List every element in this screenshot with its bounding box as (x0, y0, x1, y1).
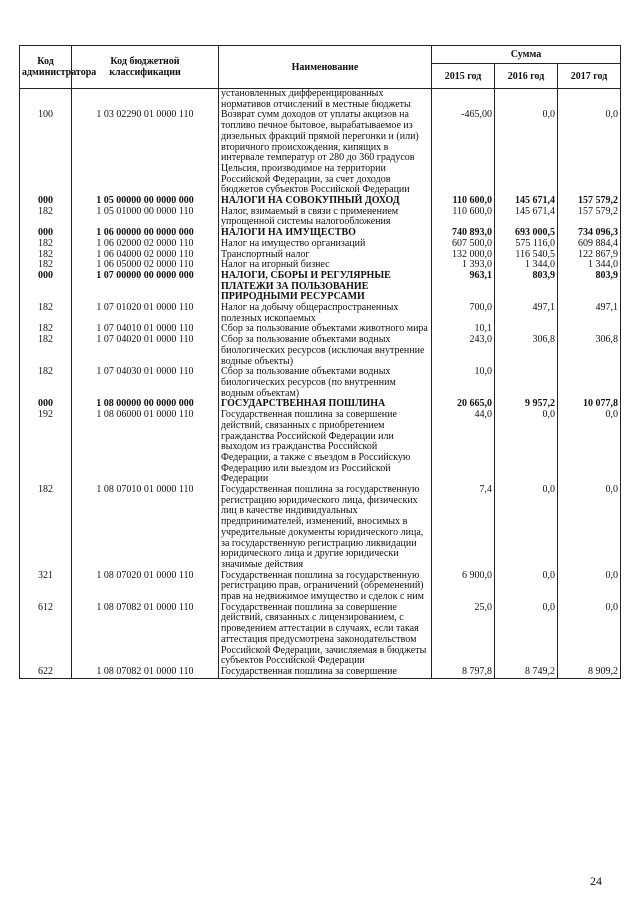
value-2015-cell: 8 797,8 (432, 667, 495, 678)
value-2016-cell: 575 116,0 (495, 239, 558, 250)
value-2015-cell: 110 600,0 (432, 196, 495, 207)
value-2015-cell: 607 500,0 (432, 239, 495, 250)
value-2015-cell: 963,1 (432, 271, 495, 303)
value-2015-cell: 44,0 (432, 410, 495, 485)
name-cell: Государственная пошлина за совершение действий, связанных с лицензированием, с проведением аттестации в случаях, если такая аттестация предусмотрена законодательством Российской Федерации, зачисляемая в бюджеты субъектов Российской Федерации (219, 603, 432, 667)
value-2017-cell: 306,8 (558, 335, 621, 367)
name-cell: Налог на имущество организаций (219, 239, 432, 250)
table-row (20, 335, 621, 367)
value-2017-cell: 8 909,2 (558, 667, 621, 678)
name-cell: Государственная пошлина за государственную регистрацию юридического лица, физических лиц в качестве индивидуальных предпринимателей, изменений, вносимых в учредительные документы юридического лица, за государственную регистрацию ликвидации юридического лица и другие юридически значимые действия (219, 485, 432, 571)
table-row (20, 603, 621, 667)
admin-code-cell: 000 (20, 271, 72, 303)
admin-code-cell: 000 (20, 196, 72, 207)
header-year-2015: 2015 год (432, 64, 495, 89)
value-2015-cell: 7,4 (432, 485, 495, 571)
value-2016-cell: 1 344,0 (495, 260, 558, 271)
admin-code-cell: 182 (20, 335, 72, 367)
table-row (20, 239, 621, 250)
budget-code-cell: 1 07 04010 01 0000 110 (72, 324, 219, 335)
name-cell: НАЛОГИ НА СОВОКУПНЫЙ ДОХОД (219, 196, 432, 207)
table-row (20, 367, 621, 399)
budget-code-cell: 1 06 04000 02 0000 110 (72, 250, 219, 261)
admin-code-cell: 612 (20, 603, 72, 667)
value-2016-cell: 693 000,5 (495, 228, 558, 239)
name-cell: Налог на игорный бизнес (219, 260, 432, 271)
value-2017-cell: 734 096,3 (558, 228, 621, 239)
admin-code-cell: 182 (20, 239, 72, 250)
value-2017-cell (558, 367, 621, 399)
admin-code-cell: 182 (20, 324, 72, 335)
name-cell: Сбор за пользование объектами водных биологических ресурсов (по внутренним водным объектам) (219, 367, 432, 399)
value-2017-cell: 0,0 (558, 571, 621, 603)
value-2015-cell: 110 600,0 (432, 207, 495, 228)
table-row (20, 271, 621, 303)
admin-code-cell: 182 (20, 207, 72, 228)
budget-table (19, 45, 621, 679)
value-2015-cell (432, 89, 495, 111)
name-cell: Налог на добычу общераспространенных полезных ископаемых (219, 303, 432, 324)
value-2015-cell: 740 893,0 (432, 228, 495, 239)
name-cell: НАЛОГИ, СБОРЫ И РЕГУЛЯРНЫЕ ПЛАТЕЖИ ЗА ПОЛЬЗОВАНИЕ ПРИРОДНЫМИ РЕСУРСАМИ (219, 271, 432, 303)
table-row (20, 89, 621, 111)
value-2015-cell: 1 393,0 (432, 260, 495, 271)
header-year-2017: 2017 год (558, 64, 621, 89)
value-2017-cell: 0,0 (558, 110, 621, 196)
table-row (20, 485, 621, 571)
value-2015-cell: -465,00 (432, 110, 495, 196)
budget-code-cell: 1 05 01000 00 0000 110 (72, 207, 219, 228)
admin-code-cell: 182 (20, 485, 72, 571)
table-row (20, 207, 621, 228)
value-2016-cell: 0,0 (495, 110, 558, 196)
budget-code-cell: 1 08 07020 01 0000 110 (72, 571, 219, 603)
budget-code-cell: 1 07 04030 01 0000 110 (72, 367, 219, 399)
name-cell: установленных дифференцированных нормативов отчислений в местные бюджеты (219, 89, 432, 111)
value-2016-cell: 145 671,4 (495, 196, 558, 207)
name-cell: Налог, взимаемый в связи с применением упрощенной системы налогообложения (219, 207, 432, 228)
value-2015-cell: 6 900,0 (432, 571, 495, 603)
value-2015-cell: 700,0 (432, 303, 495, 324)
name-cell: Возврат сумм доходов от уплаты акцизов на топливо печное бытовое, вырабатываемое из дизельных фракций прямой перегонки и (или) вторичного происхождения, кипящих в интервале температур от 280 до 360 градусов Цельсия, производимое на территории Российской Федерации, за счет доходов бюджетов субъектов Российской Федерации (219, 110, 432, 196)
value-2017-cell: 1 344,0 (558, 260, 621, 271)
name-cell: ГОСУДАРСТВЕННАЯ ПОШЛИНА (219, 399, 432, 410)
name-cell: Государственная пошлина за государственную регистрацию прав, ограничений (обременений) прав на недвижимое имущество и сделок с ним (219, 571, 432, 603)
admin-code-cell (20, 89, 72, 111)
name-cell: Государственная пошлина за совершение действий, связанных с приобретением гражданства Российской Федерации или выходом из гражданства Российской Федерации, а также с въездом в Российскую Федерацию или выездом из Российской Федерации (219, 410, 432, 485)
value-2017-cell (558, 89, 621, 111)
value-2017-cell: 157 579,2 (558, 207, 621, 228)
value-2015-cell: 25,0 (432, 603, 495, 667)
value-2015-cell: 20 665,0 (432, 399, 495, 410)
budget-code-cell: 1 08 07082 01 0000 110 (72, 603, 219, 667)
value-2017-cell: 609 884,4 (558, 239, 621, 250)
admin-code-cell: 182 (20, 260, 72, 271)
page-number: 24 (590, 874, 602, 888)
budget-code-cell: 1 06 00000 00 0000 000 (72, 228, 219, 239)
budget-code-cell (72, 89, 219, 111)
value-2016-cell: 497,1 (495, 303, 558, 324)
budget-code-cell: 1 06 02000 02 0000 110 (72, 239, 219, 250)
value-2015-cell: 10,1 (432, 324, 495, 335)
value-2017-cell: 122 867,9 (558, 250, 621, 261)
budget-code-cell: 1 03 02290 01 0000 110 (72, 110, 219, 196)
value-2016-cell (495, 89, 558, 111)
admin-code-cell: 182 (20, 303, 72, 324)
value-2016-cell: 8 749,2 (495, 667, 558, 678)
header-name: Наименование (219, 46, 432, 89)
table-body (20, 89, 621, 679)
budget-code-cell: 1 05 00000 00 0000 000 (72, 196, 219, 207)
value-2016-cell: 9 957,2 (495, 399, 558, 410)
value-2016-cell: 306,8 (495, 335, 558, 367)
admin-code-cell: 000 (20, 399, 72, 410)
name-cell: НАЛОГИ НА ИМУЩЕСТВО (219, 228, 432, 239)
value-2015-cell: 10,0 (432, 367, 495, 399)
budget-code-cell: 1 07 00000 00 0000 000 (72, 271, 219, 303)
budget-code-cell: 1 07 01020 01 0000 110 (72, 303, 219, 324)
value-2016-cell: 803,9 (495, 271, 558, 303)
name-cell: Транспортный налог (219, 250, 432, 261)
admin-code-cell: 192 (20, 410, 72, 485)
value-2016-cell: 0,0 (495, 571, 558, 603)
value-2017-cell: 497,1 (558, 303, 621, 324)
name-cell: Сбор за пользование объектами животного мира (219, 324, 432, 335)
value-2017-cell: 803,9 (558, 271, 621, 303)
value-2015-cell: 243,0 (432, 335, 495, 367)
budget-code-cell: 1 08 07010 01 0000 110 (72, 485, 219, 571)
header-admin-code: Код администратора (20, 46, 72, 89)
value-2016-cell (495, 367, 558, 399)
header-sum: Сумма (432, 46, 621, 64)
budget-code-cell: 1 07 04020 01 0000 110 (72, 335, 219, 367)
admin-code-cell: 182 (20, 367, 72, 399)
admin-code-cell: 100 (20, 110, 72, 196)
admin-code-cell: 182 (20, 250, 72, 261)
value-2017-cell: 0,0 (558, 410, 621, 485)
table-row (20, 110, 621, 196)
value-2015-cell: 132 000,0 (432, 250, 495, 261)
name-cell: Государственная пошлина за совершение (219, 667, 432, 678)
value-2016-cell: 0,0 (495, 603, 558, 667)
table-row (20, 303, 621, 324)
value-2016-cell: 0,0 (495, 410, 558, 485)
budget-code-cell: 1 08 06000 01 0000 110 (72, 410, 219, 485)
value-2016-cell: 145 671,4 (495, 207, 558, 228)
admin-code-cell: 622 (20, 667, 72, 678)
value-2017-cell: 157 579,2 (558, 196, 621, 207)
name-cell: Сбор за пользование объектами водных биологических ресурсов (исключая внутренние водные объекты) (219, 335, 432, 367)
header-year-2016: 2016 год (495, 64, 558, 89)
table-row (20, 410, 621, 485)
admin-code-cell: 000 (20, 228, 72, 239)
table-row (20, 571, 621, 603)
value-2017-cell: 0,0 (558, 603, 621, 667)
admin-code-cell: 321 (20, 571, 72, 603)
table-row (20, 667, 621, 678)
budget-code-cell: 1 08 07082 01 0000 110 (72, 667, 219, 678)
header-budget-code: Код бюджетной классификации (72, 46, 219, 89)
value-2016-cell: 116 540,5 (495, 250, 558, 261)
value-2016-cell: 0,0 (495, 485, 558, 571)
value-2017-cell: 0,0 (558, 485, 621, 571)
value-2017-cell: 10 077,8 (558, 399, 621, 410)
budget-code-cell: 1 08 00000 00 0000 000 (72, 399, 219, 410)
budget-code-cell: 1 06 05000 02 0000 110 (72, 260, 219, 271)
